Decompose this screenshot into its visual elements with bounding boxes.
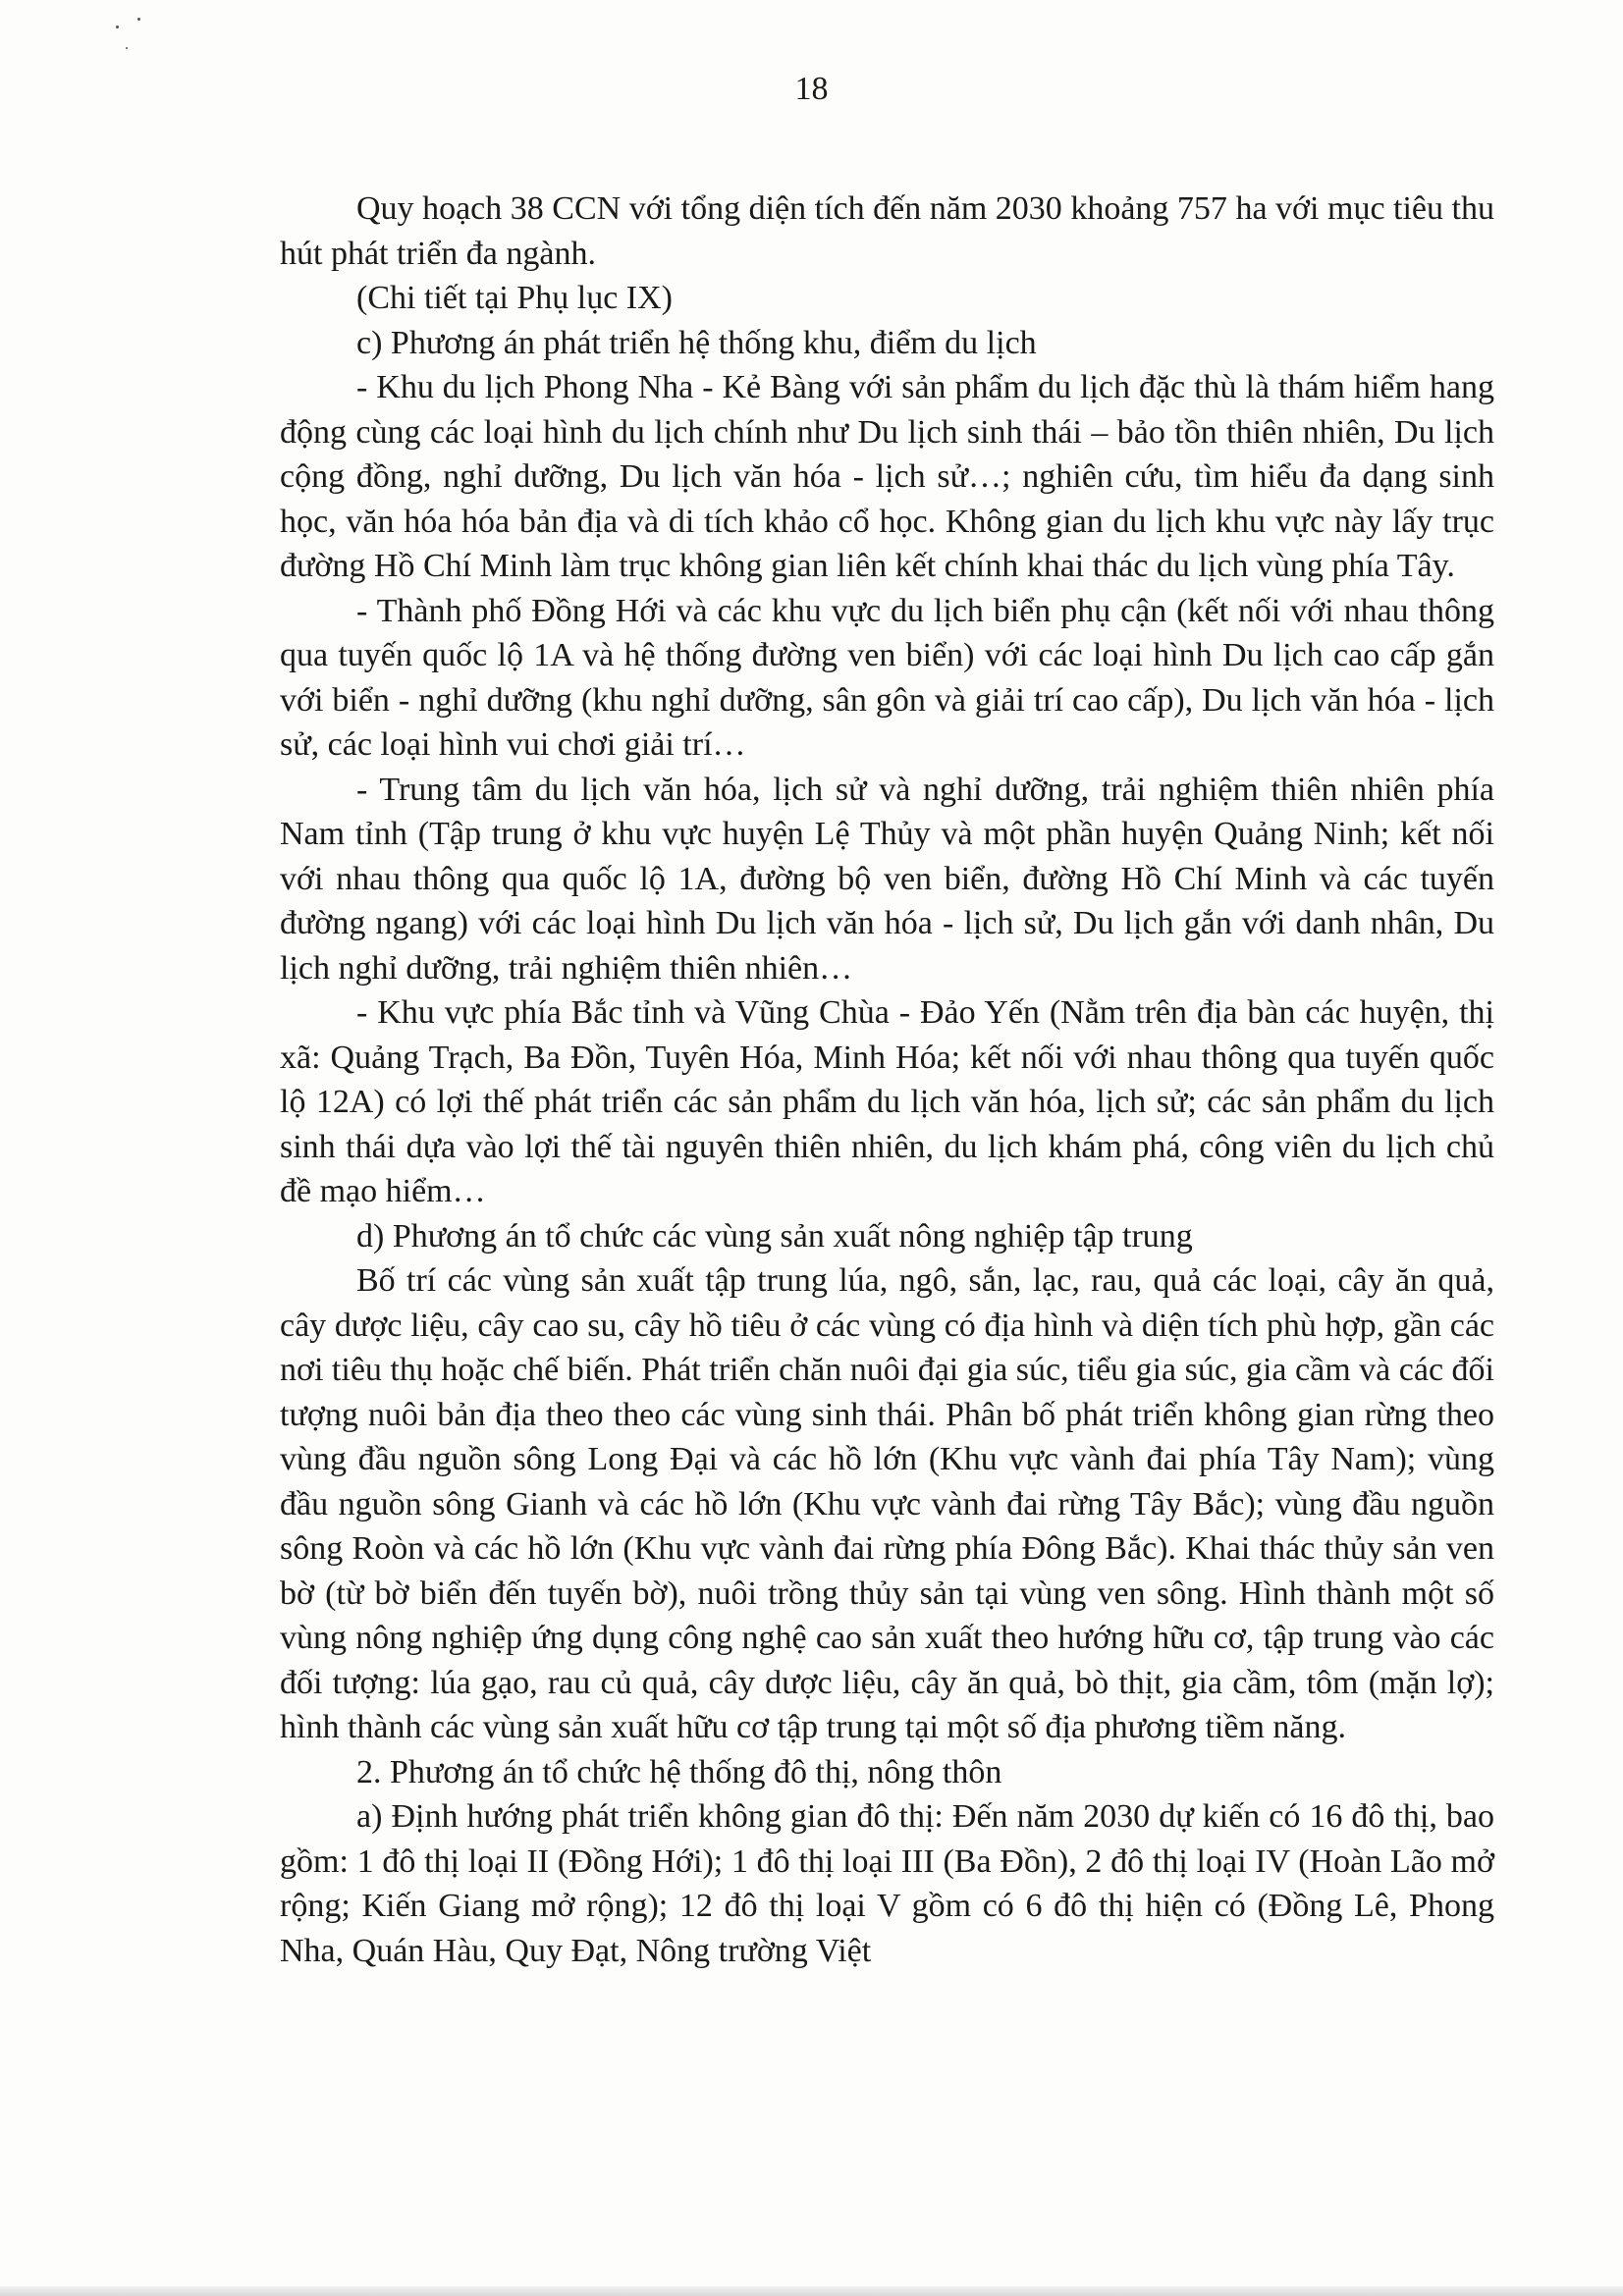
paragraph-ccn-planning: Quy hoạch 38 CCN với tổng diện tích đến năm 2030 khoảng 757 ha với mục tiêu thu hút phát triển đa ngành. — [280, 190, 1494, 272]
paragraph-northern-tourism: - Khu vực phía Bắc tỉnh và Vũng Chùa - Đảo Yến (Nằm trên địa bàn các huyện, thị xã: Quảng Trạch, Ba Đồn, Tuyên Hóa, Minh Hóa; kết nối với nhau thông qua tuyến quốc lộ 12A) có lợi thế phát triển các sản phẩm du lịch văn hóa, lịch sử; các sản phẩm du lịch sinh thái dựa vào lợi thế tài nguyên thiên nhiên, du lịch khám phá, công viên du lịch chủ đề mạo hiểm… — [280, 994, 1494, 1209]
paragraph-agriculture: Bố trí các vùng sản xuất tập trung lúa, ngô, sắn, lạc, rau, quả các loại, cây ăn quả, cây dược liệu, cây cao su, cây hồ tiêu ở các vùng có địa hình và diện tích phù hợp, gần các nơi tiêu thụ hoặc chế biến. Phát triển chăn nuôi đại gia súc, tiểu gia súc, gia cầm và các đối tượng nuôi bản địa theo theo các vùng sinh thái. Phân bố phát triển không gian rừng theo vùng đầu nguồn sông Long Đại và các hồ lớn (Khu vực vành đai phía Tây Nam); vùng đầu nguồn sông Gianh và các hồ lớn (Khu vực vành đai rừng Tây Bắc); vùng đầu nguồn sông Roòn và các hồ lớn (Khu vực vành đai rừng phía Đông Bắc). Khai thác thủy sản ven bờ (từ bờ biển đến tuyến bờ), nuôi trồng thủy sản tại vùng ven sông. Hình thành một số vùng nông nghiệp ứng dụng công nghệ cao sản xuất theo hướng hữu cơ, tập trung vào các đối tượng: lúa gạo, rau củ quả, cây dược liệu, cây ăn quả, bò thịt, gia cầm, tôm (mặn lợ); hình thành các vùng sản xuất hữu cơ tập trung tại một số địa phương tiềm năng. — [280, 1262, 1494, 1745]
heading-agriculture-plan: d) Phương án tổ chức các vùng sản xuất nông nghiệp tập trung — [356, 1217, 1193, 1255]
heading-tourism-plan: c) Phương án phát triển hệ thống khu, điểm du lịch — [356, 324, 1037, 361]
paragraph-southern-tourism: - Trung tâm du lịch văn hóa, lịch sử và nghỉ dưỡng, trải nghiệm thiên nhiên phía Nam tỉnh (Tập trung ở khu vực huyện Lệ Thủy và một phần huyện Quảng Ninh; kết nối với nhau thông qua quốc lộ 1A, đường bộ ven biển, đường Hồ Chí Minh và các tuyến đường ngang) với các loại hình Du lịch văn hóa - lịch sử, Du lịch gắn với danh nhân, Du lịch nghỉ dưỡng, trải nghiệm thiên nhiên… — [280, 771, 1494, 987]
paragraph-phong-nha: - Khu du lịch Phong Nha - Kẻ Bàng với sản phẩm du lịch đặc thù là thám hiểm hang động cùng các loại hình du lịch chính như Du lịch sinh thái – bảo tồn thiên nhiên, Du lịch cộng đồng, nghỉ dưỡng, Du lịch văn hóa - lịch sử…; nghiên cứu, tìm hiểu đa dạng sinh học, văn hóa hóa bản địa và di tích khảo cổ học. Không gian du lịch khu vực này lấy trục đường Hồ Chí Minh làm trục không gian liên kết chính khai thác du lịch vùng phía Tây. — [280, 369, 1494, 584]
paragraph-urban-development: a) Định hướng phát triển không gian đô thị: Đến năm 2030 dự kiến có 16 đô thị, bao gồm: 1 đô thị loại II (Đồng Hới); 1 đô thị loại III (Ba Đồn), 2 đô thị loại IV (Hoàn Lão mở rộng; Kiến Giang mở rộng); 12 đô thị loại V gồm có 6 đô thị hiện có (Đồng Lê, Phong Nha, Quán Hàu, Quy Đạt, Nông trường Việt — [280, 1798, 1494, 1969]
scan-speck — [126, 47, 128, 49]
scan-bottom-edge — [0, 2286, 1623, 2296]
heading-urban-rural-plan: 2. Phương án tổ chức hệ thống đô thị, nông thôn — [356, 1753, 1002, 1790]
scan-speck — [116, 26, 119, 28]
page-number: 18 — [794, 71, 829, 107]
paragraph-dong-hoi: - Thành phố Đồng Hới và các khu vực du lịch biển phụ cận (kết nối với nhau thông qua tuyến quốc lộ 1A và hệ thống đường ven biển) với các loại hình Du lịch cao cấp gắn với biển - nghỉ dưỡng (khu nghỉ dưỡng, sân gôn và giải trí cao cấp), Du lịch văn hóa - lịch sử, các loại hình vui chơi giải trí… — [280, 592, 1494, 763]
document-body — [280, 187, 1494, 1973]
paragraph-appendix-reference: (Chi tiết tại Phụ lục IX) — [356, 280, 674, 316]
scan-speck — [137, 18, 140, 21]
